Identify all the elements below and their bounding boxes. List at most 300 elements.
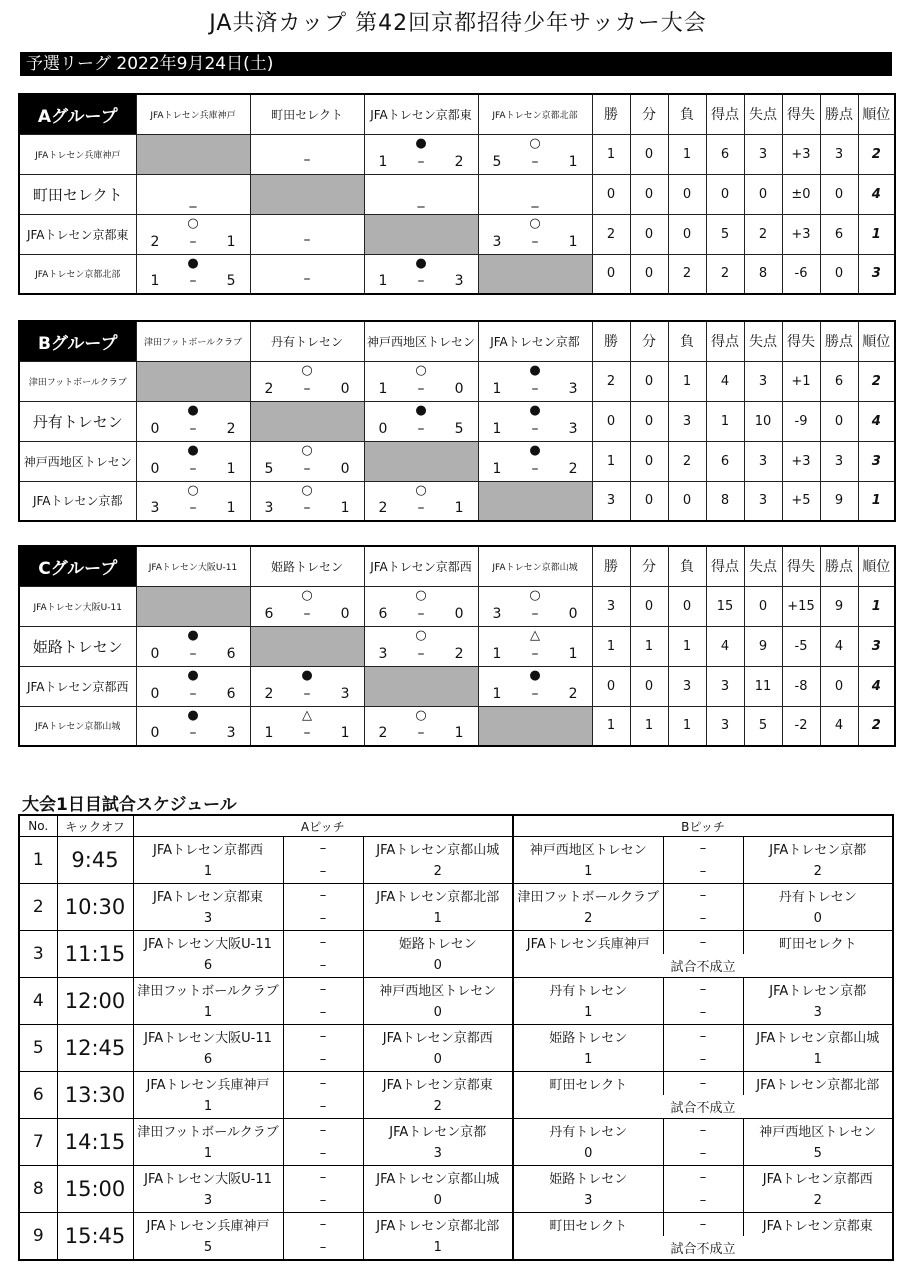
score-dash: – (303, 605, 311, 622)
match-number: 9 (19, 1213, 57, 1261)
away-team: 町田セレクト (743, 931, 893, 955)
score-away: 3 (568, 380, 578, 397)
row-team: JFAトレセン京都東 (19, 214, 136, 254)
stat-value: -9 (782, 401, 820, 441)
score-home: 0 (150, 645, 160, 662)
home-team: 町田セレクト (513, 1213, 663, 1237)
vs-dash: – (283, 837, 363, 861)
score-dash: – (531, 645, 539, 662)
stat-header: 得点 (706, 546, 744, 586)
stat-value: 0 (630, 401, 668, 441)
result-mark: ○ (415, 362, 427, 378)
stat-value: 3 (744, 361, 782, 401)
score-dash: – (417, 273, 425, 289)
result-mark: ○ (415, 587, 427, 603)
result-cell (364, 481, 478, 521)
home-team: JFAトレセン兵庫神戸 (133, 1213, 283, 1237)
score-dash: – (663, 1001, 743, 1025)
score-away: 2 (454, 153, 464, 170)
home-team: 津田フットボールクラブ (133, 1119, 283, 1143)
stat-value: 2 (592, 214, 630, 254)
stat-value: 2 (668, 254, 706, 294)
stat-value: 0 (668, 586, 706, 626)
score-dash: – (303, 725, 311, 741)
stat-value: 5 (706, 214, 744, 254)
stat-value: -8 (782, 666, 820, 706)
score-dash: – (531, 420, 539, 437)
score-dash: – (283, 1189, 363, 1213)
stat-value: -2 (782, 706, 820, 746)
result-cell (478, 214, 592, 254)
rank-value: 3 (858, 254, 895, 294)
score-dash: – (417, 153, 425, 170)
stat-value: 4 (820, 626, 858, 666)
home-score: 3 (133, 907, 283, 931)
stat-header: 失点 (744, 94, 782, 134)
stat-value: 0 (820, 254, 858, 294)
header-team: JFAトレセン大阪U-11 (136, 546, 250, 586)
stat-header: 得失 (782, 321, 820, 361)
score-dash: – (283, 907, 363, 931)
score-dash: – (303, 685, 311, 702)
score-home: 3 (492, 605, 502, 622)
home-team: 丹有トレセン (513, 1119, 663, 1143)
score-home: 0 (150, 460, 160, 477)
away-score: 3 (363, 1142, 513, 1166)
stat-header: 勝 (592, 321, 630, 361)
score-away: 1 (454, 725, 464, 741)
stat-value: 2 (744, 214, 782, 254)
score-away: 1 (568, 153, 578, 170)
self-match-cell (478, 254, 592, 294)
result-cell (478, 441, 592, 481)
result-cell (136, 626, 250, 666)
home-score: 1 (133, 860, 283, 884)
stat-value: 0 (630, 174, 668, 214)
stat-value: 2 (592, 361, 630, 401)
result-cell (250, 441, 364, 481)
date-bar: 予選リーグ 2022年9月24日(土) (20, 52, 892, 76)
stat-value: 1 (592, 626, 630, 666)
result-cell (364, 134, 478, 174)
group-row (19, 441, 895, 481)
away-score: 2 (743, 860, 893, 884)
score-home: 1 (492, 380, 502, 397)
stat-value: 0 (630, 586, 668, 626)
home-score: 1 (133, 1001, 283, 1025)
stat-header: 得点 (706, 94, 744, 134)
score-dash: – (303, 380, 311, 397)
stat-value: 9 (744, 626, 782, 666)
stat-value: 11 (744, 666, 782, 706)
schedule-row (19, 1025, 893, 1049)
group-row (19, 134, 895, 174)
stat-value: 0 (630, 481, 668, 521)
home-score: 1 (513, 860, 663, 884)
result-cell (250, 134, 364, 174)
stat-value: 6 (706, 134, 744, 174)
score-away: 0 (454, 380, 464, 397)
home-team: JFAトレセン京都東 (133, 884, 283, 908)
match-number: 4 (19, 978, 57, 1025)
score-home: 3 (264, 500, 274, 516)
score-home: 1 (492, 645, 502, 662)
score-dash: – (303, 500, 311, 516)
score-away: 5 (454, 420, 464, 437)
stat-value: 8 (744, 254, 782, 294)
self-match-cell (364, 441, 478, 481)
result-cell (478, 174, 592, 214)
stat-header: 分 (630, 321, 668, 361)
group-row (19, 626, 895, 666)
away-score: 2 (363, 1095, 513, 1119)
row-team: JFAトレセン京都山城 (19, 706, 136, 746)
schedule-row-score (19, 1189, 893, 1213)
result-cell (136, 441, 250, 481)
header-team: 丹有トレセン (250, 321, 364, 361)
stat-value: ±0 (782, 174, 820, 214)
stat-value: 0 (744, 174, 782, 214)
vs-dash: – (283, 1072, 363, 1096)
away-team: JFAトレセン京都東 (743, 1213, 893, 1237)
score-home: 0 (150, 420, 160, 437)
match-number: 8 (19, 1166, 57, 1213)
away-team: JFAトレセン京都西 (743, 1166, 893, 1190)
score-away: 2 (568, 460, 578, 477)
header-team: 町田セレクト (250, 94, 364, 134)
result-mark: △ (530, 627, 540, 643)
group-row (19, 174, 895, 214)
row-team: 姫路トレセン (19, 626, 136, 666)
stat-value: 3 (668, 666, 706, 706)
kickoff-time: 9:45 (57, 837, 133, 884)
vs-dash: – (663, 884, 743, 908)
home-team: 町田セレクト (513, 1072, 663, 1096)
vs-dash: – (663, 1072, 743, 1096)
score-dash: – (283, 954, 363, 978)
stat-value: 0 (820, 666, 858, 706)
score-home: 3 (150, 500, 160, 516)
score-dash: – (283, 1095, 363, 1119)
away-team: JFAトレセン京都東 (363, 1072, 513, 1096)
group-row (19, 361, 895, 401)
self-match-cell (250, 174, 364, 214)
rank-value: 4 (858, 666, 895, 706)
stat-value: +3 (782, 441, 820, 481)
vs-dash: – (283, 884, 363, 908)
stat-value: 1 (592, 134, 630, 174)
group-table (18, 320, 896, 522)
self-match-cell (364, 214, 478, 254)
result-cell (478, 626, 592, 666)
score-home: 5 (492, 153, 502, 170)
result-mark: ○ (187, 482, 199, 498)
score-dash: – (189, 420, 197, 437)
result-mark: ● (415, 255, 427, 271)
score-away: 3 (226, 725, 236, 741)
score-dash: – (189, 685, 197, 702)
score-home: 0 (150, 685, 160, 702)
group-name: Cグループ (19, 546, 136, 586)
score-home: 2 (264, 685, 274, 702)
stat-header: 順位 (858, 94, 895, 134)
away-score: 1 (743, 1048, 893, 1072)
stat-value: 10 (744, 401, 782, 441)
stat-value: 3 (820, 134, 858, 174)
stat-header: 負 (668, 546, 706, 586)
home-team: 姫路トレセン (513, 1166, 663, 1190)
score-away: 2 (226, 420, 236, 437)
stat-value: 3 (668, 401, 706, 441)
page-title: JA共済カップ 第42回京都招待少年サッカー大会 (209, 11, 707, 36)
schedule-row (19, 931, 893, 955)
match-number: 2 (19, 884, 57, 931)
match-number: 1 (19, 837, 57, 884)
stat-header: 得点 (706, 321, 744, 361)
stat-header: 分 (630, 94, 668, 134)
score-dash: – (531, 685, 539, 702)
home-score: 1 (133, 1142, 283, 1166)
home-team: 津田フットボールクラブ (513, 884, 663, 908)
score-home: 1 (492, 685, 502, 702)
schedule-row-score (19, 860, 893, 884)
score-home: 5 (264, 460, 274, 477)
result-mark: ● (529, 402, 541, 418)
home-score: 2 (513, 907, 663, 931)
home-team: JFAトレセン京都西 (133, 837, 283, 861)
home-team: 丹有トレセン (513, 978, 663, 1002)
result-mark: ○ (301, 482, 313, 498)
stat-value: 1 (630, 706, 668, 746)
away-team: JFAトレセン京都 (363, 1119, 513, 1143)
kickoff-time: 12:45 (57, 1025, 133, 1072)
score-dash: – (531, 460, 539, 477)
vs-dash: – (283, 1119, 363, 1143)
kickoff-time: 11:15 (57, 931, 133, 978)
schedule-row-score (19, 1095, 893, 1119)
schedule-table (18, 814, 894, 1261)
stat-header: 勝 (592, 94, 630, 134)
stat-value: 0 (820, 174, 858, 214)
stat-value: 0 (630, 214, 668, 254)
result-cell (364, 586, 478, 626)
result-mark: ○ (187, 215, 199, 231)
header-team: 神戸西地区トレセン (364, 321, 478, 361)
away-team: 丹有トレセン (743, 884, 893, 908)
result-mark: ● (187, 667, 199, 683)
stat-header: 勝点 (820, 321, 858, 361)
result-mark: ● (301, 667, 313, 683)
score-away: 3 (568, 420, 578, 437)
away-score: 3 (743, 1001, 893, 1025)
score-dash: – (531, 153, 539, 170)
result-cell (364, 706, 478, 746)
stat-header: 得失 (782, 94, 820, 134)
score-home: 1 (150, 273, 160, 289)
result-cell (478, 666, 592, 706)
away-team: JFAトレセン京都山城 (363, 1166, 513, 1190)
kickoff-time: 15:00 (57, 1166, 133, 1213)
result-mark: ○ (415, 707, 427, 723)
score-home: 2 (150, 233, 160, 250)
score-away: 1 (454, 500, 464, 516)
result-mark: ● (187, 402, 199, 418)
score-dash: – (663, 1048, 743, 1072)
home-score: 0 (513, 1142, 663, 1166)
score-dash: – (417, 420, 425, 437)
away-score: 0 (363, 1189, 513, 1213)
result-mark: ○ (529, 215, 541, 231)
rank-value: 3 (858, 441, 895, 481)
home-team: JFAトレセン大阪U-11 (133, 1025, 283, 1049)
result-cell (250, 706, 364, 746)
schedule-row (19, 837, 893, 861)
stat-value: +5 (782, 481, 820, 521)
home-team: JFAトレセン兵庫神戸 (133, 1072, 283, 1096)
header-team: JFAトレセン京都北部 (478, 94, 592, 134)
result-cell (136, 401, 250, 441)
match-note: 試合不成立 (513, 954, 893, 978)
stat-value: 3 (820, 441, 858, 481)
result-cell (136, 254, 250, 294)
stat-value: 0 (592, 401, 630, 441)
stat-value: 3 (744, 441, 782, 481)
vs-dash: – (663, 1166, 743, 1190)
home-score: 1 (133, 1095, 283, 1119)
home-score: 3 (513, 1189, 663, 1213)
score-home: 3 (378, 645, 388, 662)
stat-value: +3 (782, 134, 820, 174)
match-number: 6 (19, 1072, 57, 1119)
result-mark: ● (187, 707, 199, 723)
stat-value: 0 (668, 214, 706, 254)
self-match-cell (136, 134, 250, 174)
rank-value: 1 (858, 481, 895, 521)
stat-value: 4 (706, 626, 744, 666)
stat-value: 4 (820, 706, 858, 746)
rank-value: 1 (858, 214, 895, 254)
stat-value: 0 (744, 586, 782, 626)
score-home: 6 (264, 605, 274, 622)
score-dash: – (303, 271, 311, 287)
score-dash: – (663, 860, 743, 884)
schedule-row-score (19, 907, 893, 931)
result-cell (136, 214, 250, 254)
stat-value: 1 (668, 361, 706, 401)
kickoff-time: 12:00 (57, 978, 133, 1025)
stat-value: 0 (820, 401, 858, 441)
vs-dash: – (663, 837, 743, 861)
self-match-cell (364, 666, 478, 706)
stat-value: 6 (820, 361, 858, 401)
score-dash: – (663, 1189, 743, 1213)
col-pitch-a-header: Aピッチ (133, 815, 513, 837)
away-team: JFAトレセン京都西 (363, 1025, 513, 1049)
home-score: 6 (133, 1048, 283, 1072)
stat-value: 0 (592, 174, 630, 214)
schedule-row-score (19, 1142, 893, 1166)
home-score: 1 (513, 1048, 663, 1072)
match-number: 7 (19, 1119, 57, 1166)
score-home: 1 (492, 420, 502, 437)
score-dash: – (189, 273, 197, 289)
away-score: 0 (743, 907, 893, 931)
home-team: JFAトレセン大阪U-11 (133, 931, 283, 955)
self-match-cell (250, 626, 364, 666)
result-cell (478, 401, 592, 441)
result-mark: ○ (415, 627, 427, 643)
group-row (19, 214, 895, 254)
group-row (19, 401, 895, 441)
score-away: 0 (340, 605, 350, 622)
group-row (19, 481, 895, 521)
header-team: JFAトレセン京都西 (364, 546, 478, 586)
score-away: 0 (454, 605, 464, 622)
stat-value: 0 (592, 254, 630, 294)
self-match-cell (136, 586, 250, 626)
result-cell (364, 401, 478, 441)
score-away: 6 (226, 685, 236, 702)
vs-dash: – (663, 931, 743, 955)
home-team: 神戸西地区トレセン (513, 837, 663, 861)
stat-value: 0 (706, 174, 744, 214)
home-score: 1 (513, 1001, 663, 1025)
rank-value: 1 (858, 586, 895, 626)
away-team: 神戸西地区トレセン (363, 978, 513, 1002)
rank-value: 2 (858, 706, 895, 746)
score-dash: – (417, 605, 425, 622)
group-row (19, 706, 895, 746)
rank-value: 4 (858, 401, 895, 441)
score-home: 2 (378, 725, 388, 741)
score-home: 2 (378, 500, 388, 516)
away-team: JFAトレセン京都北部 (363, 1213, 513, 1237)
away-score: 0 (363, 1048, 513, 1072)
score-dash: – (283, 1001, 363, 1025)
vs-dash: – (663, 978, 743, 1002)
away-score: 1 (363, 1236, 513, 1260)
score-away: 2 (454, 645, 464, 662)
header-team: JFAトレセン京都東 (364, 94, 478, 134)
score-away: 0 (340, 460, 350, 477)
score-dash: _ (189, 191, 197, 208)
result-mark: ● (187, 442, 199, 458)
score-home: 0 (378, 420, 388, 437)
result-cell (478, 134, 592, 174)
schedule-row-score (19, 1236, 893, 1260)
group-name: Aグループ (19, 94, 136, 134)
rank-value: 3 (858, 626, 895, 666)
result-cell (250, 214, 364, 254)
score-dash: – (189, 645, 197, 662)
vs-dash: – (283, 978, 363, 1002)
away-team: JFAトレセン京都 (743, 978, 893, 1002)
score-home: 1 (492, 460, 502, 477)
vs-dash: – (663, 1025, 743, 1049)
result-cell (364, 174, 478, 214)
away-team: JFAトレセン京都 (743, 837, 893, 861)
score-dash: _ (531, 191, 539, 208)
vs-dash: – (283, 931, 363, 955)
kickoff-time: 14:15 (57, 1119, 133, 1166)
schedule-row (19, 1119, 893, 1143)
rank-value: 2 (858, 134, 895, 174)
self-match-cell (250, 401, 364, 441)
stat-value: 3 (706, 666, 744, 706)
stat-value: 1 (668, 134, 706, 174)
stat-header: 得失 (782, 546, 820, 586)
stat-value: 3 (706, 706, 744, 746)
